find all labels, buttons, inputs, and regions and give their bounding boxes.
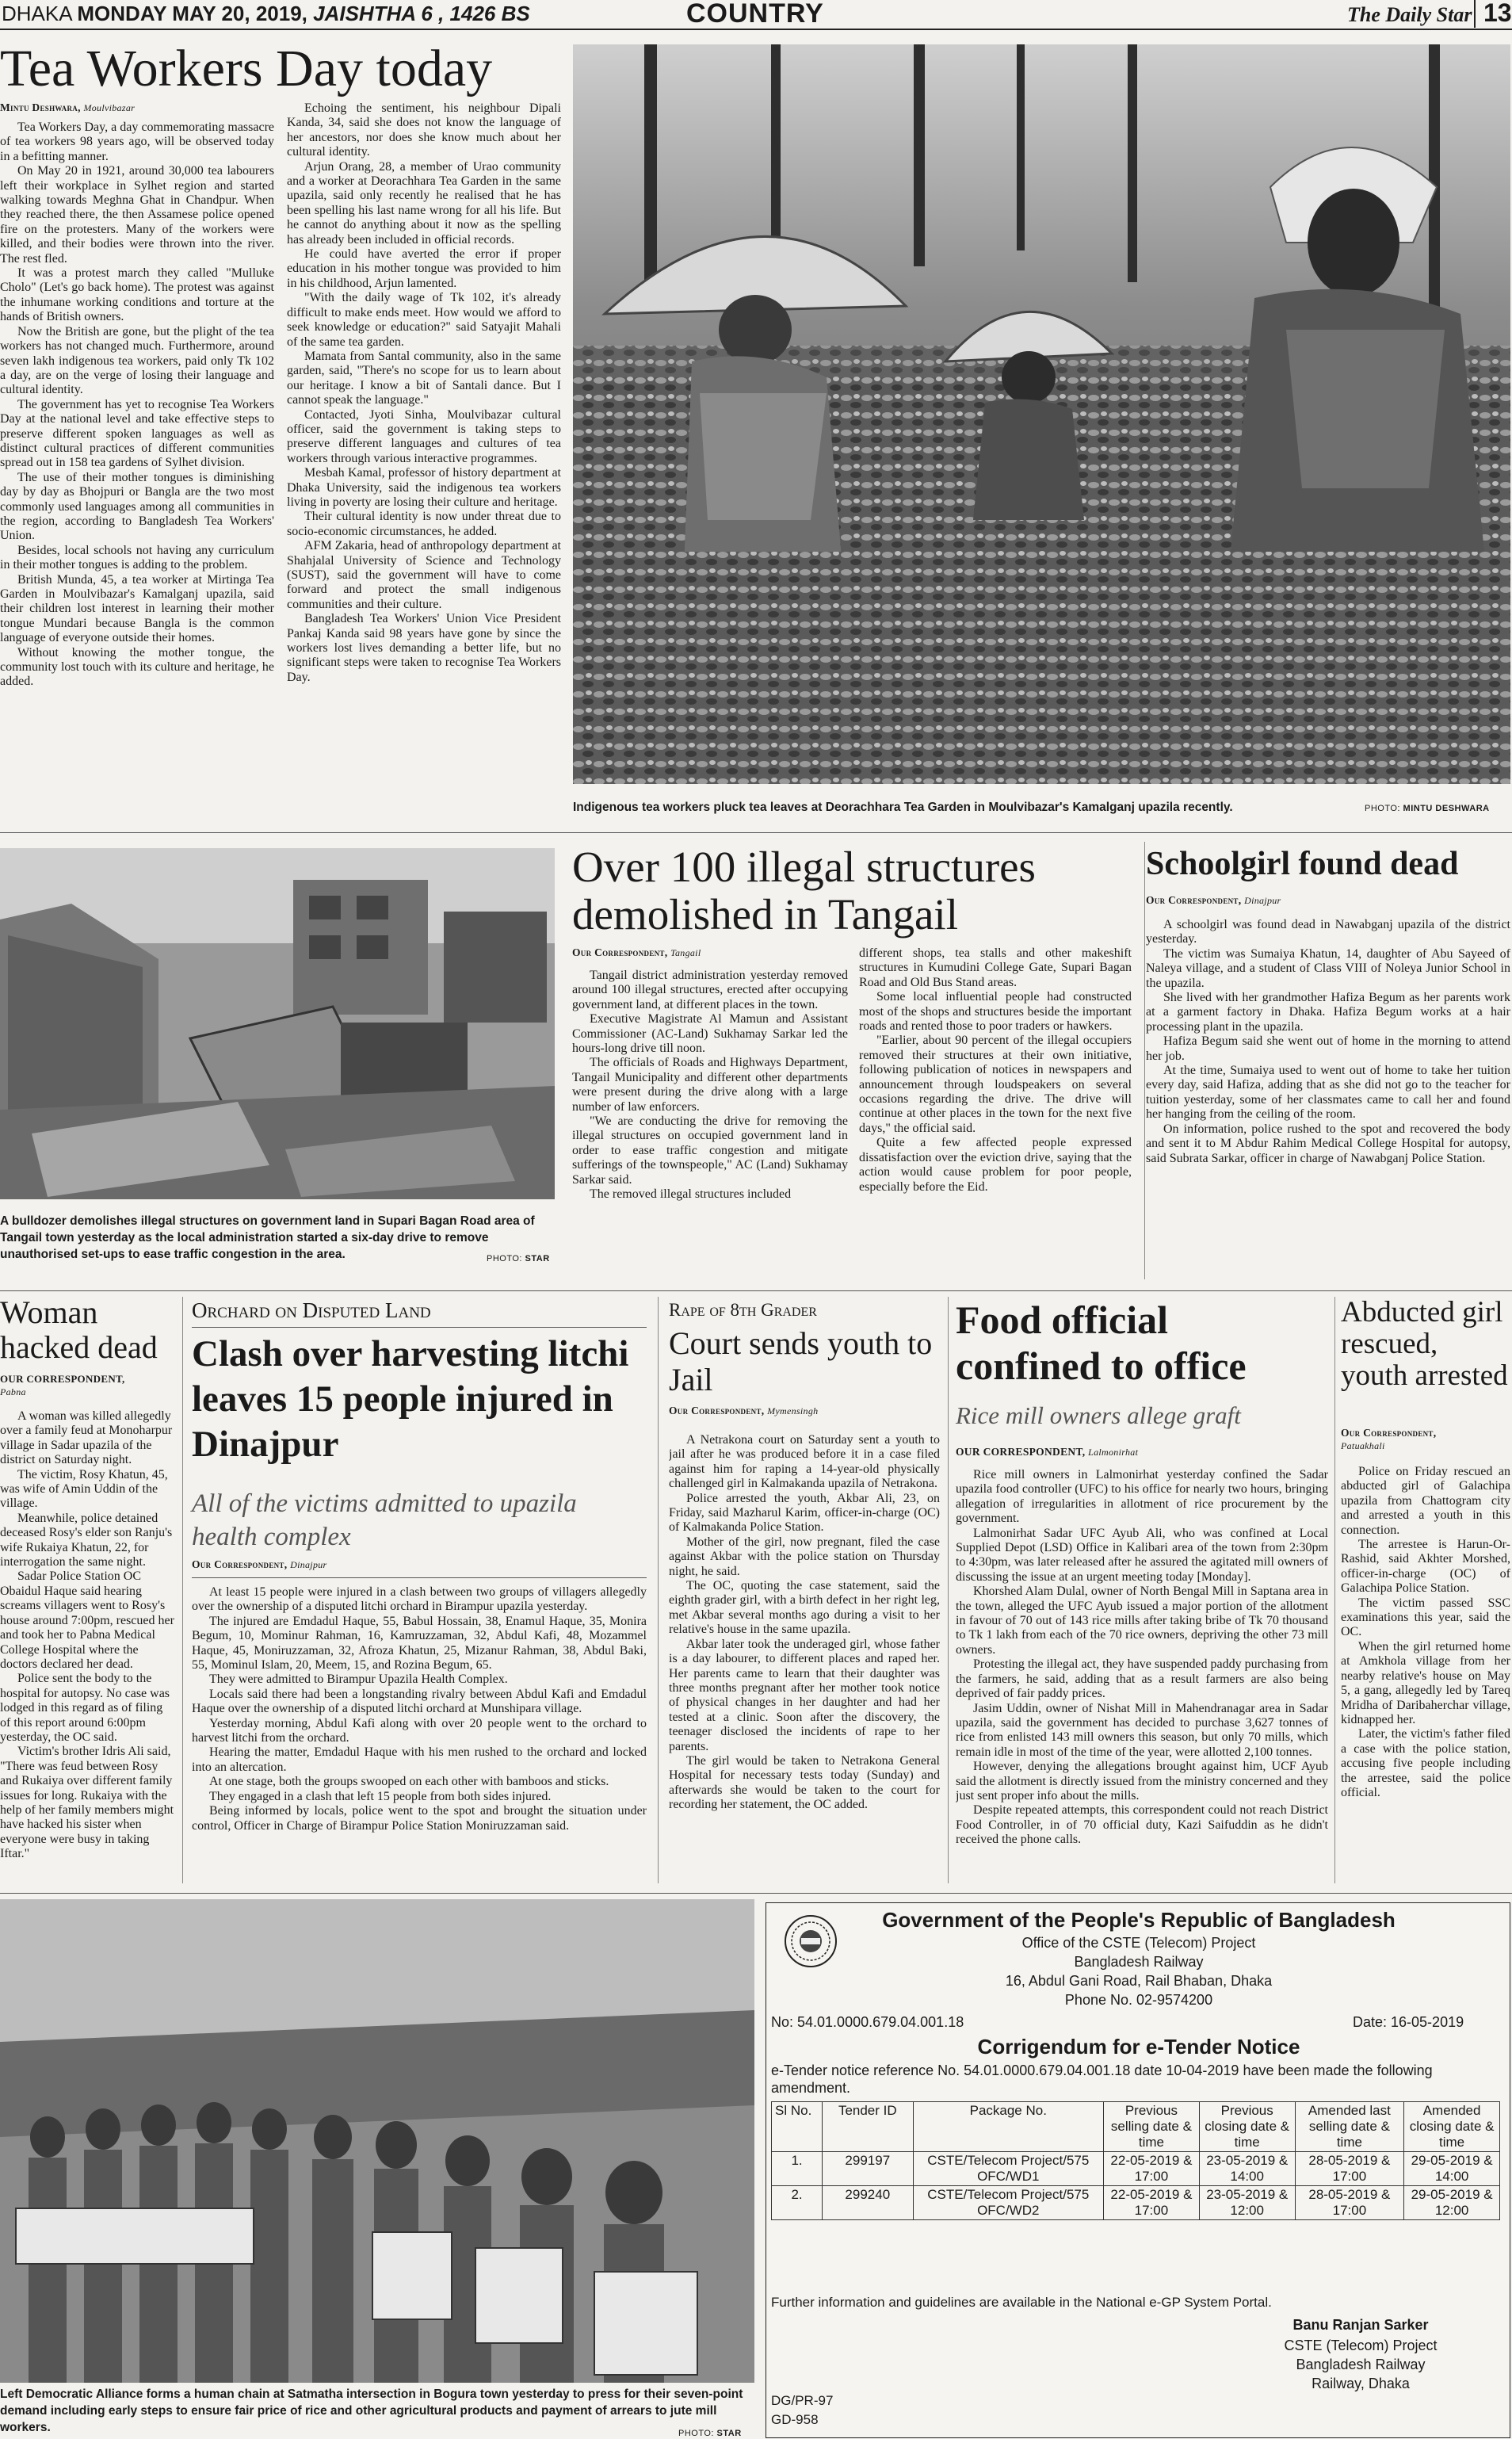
divider-col-court (948, 1297, 949, 1883)
gov-title: Government of the People's Republic of Bangladesh (882, 1908, 1396, 1932)
headline-food-official: Food official confined to office (956, 1298, 1247, 1388)
divider-col-woman (182, 1297, 183, 1883)
notice-title: Corrigendum for e-Tender Notice (977, 2035, 1300, 2059)
abducted-story-text: Police on Friday rescued an abducted girl of Galachipa upazila from Chattogram city and arrested a youth in this connection. The arrestee is Harun-Or-Rashid, said Akhter Morshed, officer-in-charge (OC) of Galachipa Police Station. The victim passed SSC examinations this year, said the OC. When the girl returned home at Amkhola village from her nearby relative's house on May 5, a gang, allegedly led by Tareq Mridha of Daribaherchar village, kidnapped her. Later, the victim's father filed a case with the police station, accusing five people including the arrestee, said the police official. (1341, 1465, 1510, 1799)
divider-row-2 (0, 1290, 1512, 1291)
schoolgirl-story-text: A schoolgirl was found dead in Nawabganj upazila of the district yesterday. The victim was Sumaiya Khatun, 14, daughter of Abu Sayeed of Naleya village, and a student of Class VIII of Noleya Junior School in the upazila. She lived with her grandmother Hafiza Begum as her parents work at a garment factory in Dhaka. Hafiza Begum works at a hair processing plant in the upazila. Hafiza Begum said she went out of home in the morning to attend her job. At the time, Sumaiya used to went out of home to take her tuition every day, said Hafiza, adding that as she did not go to the teacher for tuition yesterday, some of her classmates came to call her and found her hanging from the ceiling of the room. On information, police rushed to the spot and recovered the body and sent it to M Abdur Rahim Medical College Hospital for autopsy, said Subrata Sarkar, officer in charge of Nawabganj Police Station. (1146, 918, 1510, 1165)
tea-garden-illustration (573, 44, 1510, 784)
tea-story-column-1: Tea Workers Day, a day commemorating massacre of tea workers 98 years ago, will be observed today in a befitting manner. On May 20 in 1921, around 30,000 tea labourers left their workplace in Sylhet region and started walking towards Meghna Ghat in Chandpur. When they reached there, the then Assamese police opened fire on the protesters. Many of the workers were killed, and their bodies were thrown into the river. The rest fled. It was a protest march they called "Mulluke Cholo" (Let's go back home). The protest was against the inhumane working conditions and torture at the hands of British owners. Now the British are gone, but the plight of the tea workers has not changed much. Furthermore, around seven lakh indigenous tea workers, paid only Tk 102 a day, are on the verge of losing their language and cultural identity. The government has yet to recognise Tea Workers Day at the national level and take effective steps to preserve different spoken languages as well as distinct cultural practices of different communities spread out in 158 tea gardens of Sylhet division. The use of their mother tongues is diminishing day by day as Bhojpuri or Bangla are the two most commonly used languages among all communities in the region, according to Bangladesh Tea Workers' Union. Besides, local schools not having any curriculum in their mother tongues is adding to the problem. British Munda, 45, a tea worker at Mirtinga Tea Garden in Moulvibazar's Kamalganj upazila, said their children lost interest in learning their mother tongue Mundari because Bangla is the common language of everyone outside their homes. Without knowing the mother tongue, the community lost touch with its culture and heritage, he added. (0, 120, 274, 689)
byline-food-official: OUR CORRESPONDENT, Lalmonirhat (956, 1446, 1139, 1458)
litchi-story-text: At least 15 people were injured in a clash between two groups of villagers allegedly over the ownership of a disputed litchi orchard in Birampur upazila yesterday. The injured are Emdadul Haque, 55, Babul Hossain, 38, Enamul Haque, 35, Monira Begum, 10, Mominur Rahman, 16, Kamruzzaman, 32, Abdul Kafi, 48, Mozammel Haque, 45, Moniruzzaman, 32, Afroza Khatun, 25, Mizanur Rahman, 38, Abdul Baki, 55, Mominul Islam, 20, Meem, 15, and Rozina Begum, 65. They were admitted to Birampur Upazila Health Complex. Locals said there had been a longstanding rivalry between Abdul Kafi and Emdadul Haque over the ownership of a disputed litchi orchard at Munshipara village. Yesterday morning, Abdul Kafi along with over 20 people went to the orchard to harvest litchi from the orchard. Hearing the matter, Emdadul Haque with his men rushed to the orchard and locked into an altercation. At one stage, both the groups swooped on each other with bamboos and sticks. They engaged in a clash that left 15 people from both sides injured. Being informed by locals, police went to the spot and brought the situation under control, Officer in Charge of Birampur Police Station Moniruzzaman said. (192, 1585, 647, 1833)
ad-code-2: GD-958 (771, 2412, 819, 2427)
office-line-3: 16, Abdul Gani Road, Rail Bhaban, Dhaka (1005, 1973, 1273, 1989)
tea-photo-caption: Indigenous tea workers pluck tea leaves at Deorachhara Tea Garden in Moulvibazar's Kamalganj upazila recently. (573, 801, 1233, 814)
byline-litchi: Our Correspondent, Dinajpur (192, 1558, 327, 1570)
kicker-litchi: Orchard on Disputed Land (192, 1298, 431, 1322)
court-story-text: A Netrakona court on Saturday sent a youth to jail after he was produced before it in a case filed against him for raping a 14-year-old physically challenged girl in Kalmakanda upazila of Netrakona. Police arrested the youth, Akbar Ali, 23, on Friday, said Mazharul Karim, officer-in-charge (OC) of Kalmakanda Police Station. Mother of the girl, now pregnant, filed the case against Akbar with the police station on Thursday night, he said. The OC, quoting the case statement, said the eighth grader girl, with a birth defect in her right leg, met Akbar several months ago during a visit to her relative's house in the same upazila. Akbar later took the underaged girl, whose father is a day labourer, to different places and raped her. Her parents came to learn that their daughter was three months pregnant after her mother took notice of physical changes in her daughter and had her tested at a clinic. Soon after the discovery, the teenager disclosed the incidents of rape to her parents. The girl would be taken to Netrakona General Hospital for necessary tests today (Sunday) and afterwards she would be taken to the court for recording her statement, the OC added. (669, 1433, 940, 1812)
signatory-line-3: Railway, Dhaka (1312, 2376, 1410, 2391)
byline-tangail: Our Correspondent, Tangail (572, 946, 701, 958)
masthead-weekday-date: MONDAY MAY 20, 2019, (77, 2, 307, 25)
tea-workers-photo (573, 44, 1510, 784)
divider-row-3 (0, 1893, 1512, 1894)
divider-row-1 (0, 832, 1512, 833)
bulldozer-photo-credit: PHOTO: STAR (487, 1254, 550, 1263)
headline-abducted: Abducted girl rescued, youth arrested (1341, 1296, 1508, 1392)
woman-hacked-text: A woman was killed allegedly over a family feud at Monoharpur village in Sadar upazila of the district on Saturday night. The victim, Rosy Khatun, 45, was wife of Amin Uddin of the village. Meanwhile, police detained deceased Rosy's elder son Ranju's wife Rukaiya Khatun, 22, for interrogation the same night. Sadar Police Station OC Obaidul Haque said hearing screams villagers went to Rosy's house around 7:00pm, rescued her and took her to Pabna Medical College Hospital where the doctors declared her dead. Police sent the body to the hospital for autopsy. No case was lodged in this regard as of filing of this report around 6:00pm yesterday, the OC said. Victim's brother Idris Ali said, "There was feud between Rosy and Rukaiya over different family issues for long. Rukaiya with the help of her family members might have hacked his sister when everyone were busy in taking Iftar." (0, 1409, 174, 1861)
masthead-date (2, 2, 530, 26)
masthead-bangla-date: JAISHTHA 6 , 1426 BS (313, 2, 530, 25)
signatory-line-2: Bangladesh Railway (1296, 2357, 1426, 2372)
page-masthead (0, 0, 1512, 30)
kicker-court: Rape of 8th Grader (669, 1300, 817, 1320)
byline-abducted: Our Correspondent, Patuakhali (1341, 1427, 1437, 1451)
bulldozer-photo (0, 848, 555, 1199)
bulldozer-photo-caption: A bulldozer demolishes illegal structures on government land in Supari Bagan Road area of Tangail town yesterday as the local administration started a six-day drive to remove unauthorised set-ups to ease traffic congestion in the area. (0, 1214, 535, 1261)
page-number: 13 (1474, 0, 1512, 28)
headline-woman-hacked: Woman hacked dead (0, 1294, 158, 1365)
tender-notice-ad (766, 1902, 1510, 2438)
demolition-illustration (0, 848, 555, 1199)
byline-underline-litchi (192, 1577, 647, 1578)
tea-story-column-2: Echoing the sentiment, his neighbour Dipali Kanda, 34, said she does not know the language of her ancestors, nor does she know much about her cultural identity. Arjun Orang, 28, a member of Urao community and a worker at Deorachhara Tea Garden in the same upazila, said only recently he realised that he has been spelling his last name wrong for all his life. But he cannot do anything about it now as the spelling has already been included in official records. He could have averted the error if proper education in his mother tongue was provided to him in his childhood, Arjun lamented. "With the daily wage of Tk 102, it's already difficult to make ends meet. How would we afford to seek knowledge or education?" said Satyajit Mahali of the same tea garden. Mamata from Santal community, also in the same garden, said, "There's no scope for us to learn about our heritage. I know a bit of Santali dance. But I cannot speak the language." Contacted, Jyoti Sinha, Moulvibazar cultural officer, said the government is taking steps to preserve different languages and cultures of tea workers through various interactive programmes. Mesbah Kamal, professor of history department at Dhaka University, said the indigenous tea workers living in poverty are losing their culture and heritage. Their cultural identity is now under threat due to socio-economic circumstances, he added. AFM Zakaria, head of anthropology department at Shahjalal University of Science and Technology (SUST), said the government will have to come forward and protect the small indigenous communities and their culture. Bangladesh Tea Workers' Union Vice President Pankaj Kanda said 98 years have gone by since the workers lost lives demanding a better life, but no significant steps were taken to recognise Tea Workers Day. (287, 101, 561, 684)
human-chain-caption: Left Democratic Alliance forms a human chain at Satmatha intersection in Bogura town yesterday to press for their seven-point demand including early steps to ensure fair price of rice and other agricultural products and payment of arrears to jute mill workers. (0, 2387, 743, 2434)
ad-code-1: DG/PR-97 (771, 2393, 834, 2408)
headline-litchi: Clash over harvesting litchi leaves 15 people injured in Dinajpur (192, 1333, 629, 1465)
human-chain-credit: PHOTO: STAR (678, 2429, 742, 2438)
masthead-city: DHAKA (2, 2, 72, 25)
table-row: 1. 299197 CSTE/Telecom Project/575 OFC/WD1 22-05-2019 & 17:00 23-05-2019 & 14:00 28-05-2019 & 17:00 29-05-2019 & 14:00 (772, 2152, 1500, 2186)
tangail-column-2: different shops, tea stalls and other makeshift structures in Kumudini College Gate, Supari Bagan Road and Old Bus Stand areas. Some local influential people had constructed most of the shops and structures beside the important roads and rented those to poor traders or hawkers. "Earlier, about 90 percent of the illegal occupiers removed their structures at their own initiative, following publication of notices in newspapers and announcement through loudspeakers on several occasions regarding the drive. The drive will continue at other places in the town for the next five days," the official said. Quite a few affected people expressed dissatisfaction over the eviction drive, saying that the action would cause problem for poor people, especially before the Eid. (859, 946, 1132, 1194)
human-chain-illustration (0, 1899, 754, 2383)
tender-table-header: Sl No. Tender ID Package No. Previous selling date & time Previous closing date & time Amended last selling date & time Amended closing date & time (772, 2102, 1500, 2152)
divider-col-litchi (658, 1297, 659, 1883)
divider-col-food (1334, 1297, 1335, 1883)
notice-date: Date: 16-05-2019 (1353, 2014, 1464, 2030)
notice-intro: e-Tender notice reference No. 54.01.0000.679.04.001.18 date 10-04-2019 have been made the following amendment. (771, 2062, 1433, 2096)
office-line-1: Office of the CSTE (Telecom) Project (1021, 1935, 1256, 1951)
headline-tangail: Over 100 illegal structures demolished in Tangail (572, 843, 1036, 939)
deck-litchi: All of the victims admitted to upazila health complex (192, 1489, 577, 1551)
byline-tea-workers: Mintu Deshwara, Moulvibazar (0, 101, 136, 113)
office-line-4: Phone No. 02-9574200 (1064, 1992, 1213, 2008)
headline-court: Court sends youth to Jail (669, 1325, 933, 1397)
signatory-line-1: CSTE (Telecom) Project (1284, 2338, 1438, 2353)
table-row: 2. 299240 CSTE/Telecom Project/575 OFC/WD2 22-05-2019 & 17:00 23-05-2019 & 12:00 28-05-2019 & 17:00 29-05-2019 & 12:00 (772, 2186, 1500, 2220)
divider-tangail-schoolgirl (1144, 842, 1145, 1279)
memo-number: No: 54.01.0000.679.04.001.18 (771, 2014, 964, 2030)
byline-woman-hacked: OUR CORRESPONDENT, Pabna (0, 1373, 125, 1397)
headline-tea-workers: Tea Workers Day today (0, 40, 493, 97)
section-title: COUNTRY (686, 0, 824, 29)
byline-court: Our Correspondent, Mymensingh (669, 1405, 819, 1416)
byline-schoolgirl: Our Correspondent, Dinajpur (1146, 894, 1281, 906)
newspaper-logo: The Daily Star (1347, 3, 1472, 26)
footer-note: Further information and guidelines are available in the National e-GP System Portal. (771, 2295, 1272, 2310)
signatory-name: Banu Ranjan Sarker (1292, 2317, 1429, 2333)
office-line-2: Bangladesh Railway (1074, 1954, 1204, 1970)
food-official-text: Rice mill owners in Lalmonirhat yesterday confined the Sadar upazila food controller (UFC) to his office for nearly two hours, bringing allegation of irregularities in allotment of rice procurement by the government. Lalmonirhat Sadar UFC Ayub Ali, who was confined at Local Supplied Depot (LSD) Office in Kalibari area of the town from 2:30pm to 4:30pm, was later released after he assured the agitated mill owners of discussing the issue at an urgent meeting today [Monday]. Khorshed Alam Dulal, owner of North Bengal Mill in Saptana area in the town, alleged the UFC Ayub issued a major portion of the allotment in favour of 70 out of 143 rice mills after taking bribe of Tk 70 thousand to Tk 1 lakh from each of the 70 rice owners, depriving the other 73 mill owners. Protesting the illegal act, they have suspended paddy purchasing from the farmers, he said, adding that as a result farmers are also being deprived of fair paddy prices. Jasim Uddin, owner of Nishat Mill in Mahendranagar area in Sadar upazila, said the government has decided to purchase 3,627 tonnes of rice from enlisted 143 mill owners this season, but only 70 mills, which remain idle in most of the time of the year, were allotted 2,100 tonnes. However, denying the allegations brought against him, UCF Ayub said the allotment is directly issued from the ministry concerned and they just sent proper info about the mills. Despite repeated attempts, this correspondent could not reach District Food Controller, in of 70 official duty, Kazi Saifuddin as he didn't received the phone calls. (956, 1468, 1328, 1847)
tangail-column-1: Tangail district administration yesterday removed around 100 illegal structures, erected after occupying government land, at different places in the town. Executive Magistrate Al Mamun and Assistant Commissioner (AC-Land) Sukhamay Sarkar led the hours-long drive till noon. The officials of Roads and Highways Department, Tangail Municipality and different other departments were present during the drive along with a large number of law enforcers. "We are conducting the drive for removing the illegal structures on occupied government land in order to ease traffic congestion and mitigate sufferings of the townspeople," AC (Land) Sukhamay Sarkar said. The removed illegal structures included (572, 969, 848, 1202)
kicker-underline-litchi (192, 1327, 647, 1328)
deck-food-official: Rice mill owners allege graft (956, 1401, 1241, 1429)
human-chain-photo (0, 1899, 754, 2383)
headline-schoolgirl: Schoolgirl found dead (1146, 846, 1459, 882)
tender-table (771, 2101, 1500, 2220)
tea-photo-credit: PHOTO: MINTU DESHWARA (1365, 804, 1490, 813)
